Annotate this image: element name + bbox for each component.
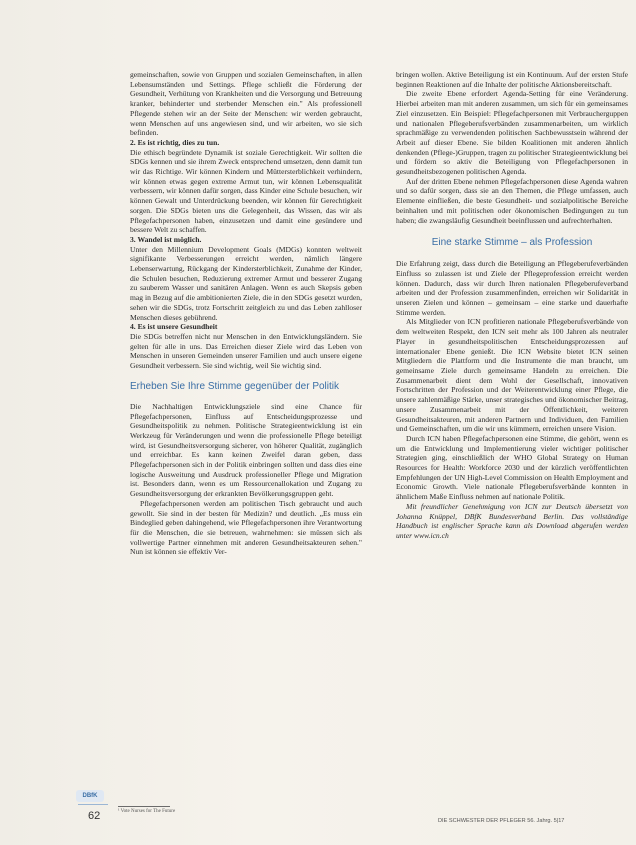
paragraph: Unter den Millennium Development Goals (MDGs) konnten weltweit signifikante Verbesserungen erreicht werden, nämlich längere Lebenserwartung, Rückgang der Kindersterblichkeit, Zunahme der Kinder, die Schulen besuchen, Reduzierung extremer Armut und besserer Zugang zu sauberem Wasser und sanitären Anlagen. Wenn es auch Skepsis geben mag in Bezug auf die ambitionierten Ziele, die in den SDGs gesetzt wurden, sehen wir die SDGs, trotz Fortschritt zeitgleich zu und das Leben zahlloser Menschen dieses gebührend.: [130, 244, 362, 322]
left-column: [130, 70, 362, 557]
numbered-heading: 2. Es ist richtig, dies zu tun.: [130, 137, 220, 147]
section-heading: Eine starke Stimme – als Profession: [431, 237, 593, 249]
paragraph: Die zweite Ebene erfordert Agenda-Setting für eine Veränderung. Hierbei arbeiten man mit anderen zusammen, um sich für ein gemeinsames Ziel einzusetzen. Ein Beispiel: Pflegefachpersonen mit Verbraucherguppen und nationalen Pflegeberufsverbänden zusammenarbeiten, um wirklich sprachmäßige zu verwendenden politischen Sachbewusstsein während der Arbeit auf dieser Ebene. Sie bilden Koalitionen mit anderen ähnlich denkenden (Pflege-)Gruppen, tragen zu politischer Strategieentwicklung bei und fördern so aktiv die Beteiligung von Pflegefachpersonen in gesundheitsbezogenen politischen Agenda.: [396, 89, 628, 177]
numbered-heading: 4. Es ist unsere Gesundheit: [130, 322, 218, 332]
paragraph: Die SDGs betreffen nicht nur Menschen in den Entwicklungsländern. Sie gelten für alle in uns. Das Erreichen dieser Ziele wird das Leben von Menschen in unseren Gemeinden unserer Familien und auch unsere eigene Gesundheit verbessern. Sie sind wichtig, weil Sie wichtig sind.: [130, 331, 362, 371]
section-heading: Erheben Sie Ihre Stimme gegenüber der Politik: [130, 380, 340, 392]
paragraph: bringen wollen. Aktive Beteiligung ist ein Kontinuum. Auf der ersten Stufe beginnen Reaktionen auf die Inhalte der politische Aktionsbereitschaft.: [396, 70, 628, 89]
right-column: [396, 70, 628, 541]
logo-divider: [78, 804, 108, 805]
page-number: 62: [88, 810, 101, 822]
paragraph: Die Nachhaltigen Entwicklungsziele sind eine Chance für Pflegefachpersonen, Einfluss auf Entscheidungsprozesse und Gesundheitspolitik zu nehmen. Politische Strategieentwicklung ist ein Werkzeug für Veränderungen und wenn die professionelle Pflege beteiligt wird, ist Gesundheitsversorgung sicherer, von höherer Qualität, zugänglich und erreichbar. Es kann keinen Zweifel daran geben, dass Pflegefachpersonen sich in der Politik einbringen sollten und dass dies eine logische Ausweitung und Ausdruck professioneller Pflege und Migration ist. Besonders dann, wenn es um Ressourcenallokation und Zugang zu Gesundheitsversorgung der erkrankten Bevölkerungsgruppen geht.: [130, 401, 362, 499]
journal-reference: DIE SCHWESTER DER PFLEGER 56. Jahrg. 5|17: [438, 818, 565, 824]
paragraph: Auf der dritten Ebene nehmen Pflegefachpersonen diese Agenda wahren und so dafür sorgen, dass sie an den Themen, die Pflege umfassen, auch Elemente einfließen, die beste Gesundheit- und sozialpolitische Bereiche beinhalten und mit politischen oder ökonomischen Bedingungen zu tun haben; die zwangsläufig Gesundheit beeinflussen und aufrechterhalten.: [396, 176, 628, 225]
footnote: ¹ Vote Nurses for The Future: [118, 809, 176, 814]
numbered-heading: 3. Wandel ist möglich.: [130, 234, 202, 244]
paragraph: Pflegefachpersonen werden am politischen Tisch gebraucht und auch gewollt. Sie sind in der besten für Medizin? und deutlich. „Es muss ein Bindeglied geben dahingehend, wie Pflegefachpersonen ihre Verantwortung für die Menschen, die sie betreuen, wahrnehmen: sie müssen sich als vollwertige Partner einnehmen mit anderen Gesundheitsakteuren sehen." Nun ist können sie effektiv Ver-: [130, 498, 362, 557]
paragraph: Die Erfahrung zeigt, dass durch die Beteiligung an Pflegeberufeverbänden Einfluss so zulassen ist und Ziele der Pflegeprofession erreicht werden können. Dadurch, dass wir durch Ihren nationalen Pflegeberufeverband arbeiten und der Profession zusammenfinden, erreichen wir Solidarität in unseren Zielen und können – gemeinsam – eine starke und dauerhafte Stimme werden.: [396, 259, 628, 317]
paragraph: gemeinschaften, sowie von Gruppen und sozialen Gemeinschaften, in allen Lebensumständen und Settings. Pflege schließt die Förderung der Gesundheit, Verhütung von Krankheiten und die Versorgung und Betreuung kranker, behinderter und sterbender Menschen ein." Als professionell Pflegende stehen wir an der Seite der Menschen: wir werden gebraucht, wenn Menschen auf uns angewiesen sind, und wir arbeiten, wo sie sich befinden.: [130, 70, 362, 138]
dbfk-logo: DBfK: [76, 790, 104, 802]
source-note: Mit freundlicher Genehmigung von ICN zur Deutsch übersetzt von Johanna Knüppel, DBfK Bundesverband Berlin. Das vollständige Handbuch ist englischer Sprache kann als Download abgerufen werden unter www.icn.ch: [396, 501, 628, 540]
footnote-divider: [118, 806, 170, 807]
paragraph: Als Mitglieder von ICN profitieren nationale Pflegeberufsverbände von dem weltweiten Respekt, den ICN seit mehr als 100 Jahren als neutraler Player in gesundheitspolitischen Entscheidungsprozessen auf internationaler Ebene genießt. Die ICN Website bietet ICN seinen Mitgliedern die Plattform und die Instrumente die man braucht, um gemeinsame Ziele durch gemeinsame Handeln zu erreichen. Die Zusammenarbeit dient dem Wohl der Gesellschaft, innovativen Fortschritten der Profession und der Weiterentwicklung einer Pflege, die unsere zahlenmäßige Stärke, unser strategisches und ökonomischer Beitrag, unsere Zusammenarbeit mit der Öffentlichkeit, weiteren Gesundheitsakteuren, mit anderen Partnern und Individuen, den Familien und Gemeinschaften, um die wir uns kümmern, erreichen unsere Vision.: [396, 317, 628, 434]
paragraph: Durch ICN haben Pflegefachpersonen eine Stimme, die gehört, wenn es um die Entwicklung und Implementierung vieler wichtiger politischer Strategien ging, einschließlich der WHO Global Strategy on Human Resources for Health: Workforce 2030 und der kürzlich veröffentlichten Empfehlungen der UN High-Level Commission on Health Employment and Economic Growth. Viele nationale Pflegeberufsverbände konnten in ähnlichem Maße Einfluss nehmen auf nationale Politik.: [396, 433, 628, 502]
paragraph: Die ethisch begründete Dynamik ist soziale Gerechtigkeit. Wir sollten die SDGs kennen und sie ihrem Zweck entsprechend umsetzen, denn damit tun wir das Richtige. Wir können Kindern und Müttersterblichkeit verhindern, wir können etwas gegen extreme Armut tun, wir können Lebensqualität verbessern, wir können dafür sorgen, dass Kinder eine Schule besuchen, wir können Gewalt und Unterdrückung beenden, wir können für Gerechtigkeit sorgen. Die SDGs bieten uns die Gelegenheit, das Wissen, das wir als Pflegefachpersonen haben, einzusetzen und damit eine gesündere und bessere Welt zu schaffen.: [130, 147, 362, 235]
